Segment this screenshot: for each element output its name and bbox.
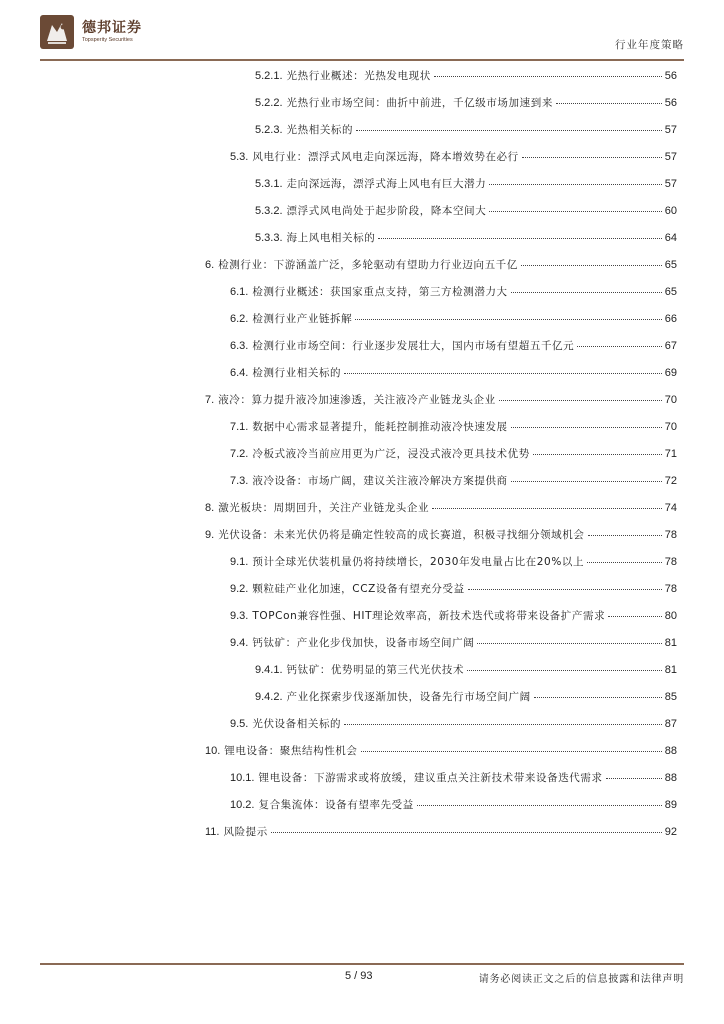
toc-entry-title: 光热行业概述：光热发电现状 — [286, 70, 431, 82]
toc-entry-page: 81 — [664, 664, 677, 676]
toc-entry-page: 88 — [664, 745, 677, 757]
toc-entry[interactable] — [230, 608, 677, 626]
toc-entry[interactable] — [230, 419, 677, 437]
logo-name-cn: 德邦证券 — [82, 20, 142, 36]
toc-dot-leader — [356, 130, 662, 131]
toc-entry-number: 9.4. — [230, 637, 249, 649]
toc-dot-leader — [521, 265, 662, 266]
toc-entry-number: 9.3. — [230, 610, 249, 622]
toc-entry-title: 光伏设备相关标的 — [252, 718, 342, 730]
toc-entry[interactable] — [255, 68, 677, 86]
toc-dot-leader — [499, 400, 662, 401]
toc-entry-page: 69 — [664, 367, 677, 379]
toc-dot-leader — [361, 751, 662, 752]
toc-entry-title: 钙钛矿：优势明显的第三代光伏技术 — [286, 664, 465, 676]
toc-entry[interactable] — [230, 635, 677, 653]
toc-entry-title: 光伏设备：未来光伏仍将是确定性较高的成长赛道，积极寻找细分领域机会 — [218, 529, 585, 541]
toc-entry[interactable] — [230, 149, 677, 167]
toc-dot-leader — [477, 643, 661, 644]
toc-dot-leader — [577, 346, 661, 347]
toc-entry-page: 56 — [664, 70, 677, 82]
logo-name-en: Topsperity Securities — [82, 37, 133, 43]
toc-dot-leader — [468, 589, 662, 590]
toc-entry[interactable] — [255, 689, 677, 707]
toc-dot-leader — [587, 562, 662, 563]
toc-entry[interactable] — [255, 95, 677, 113]
report-section-label: 行业年度策略 — [615, 39, 684, 51]
toc-entry-title: 检测行业产业链拆解 — [252, 313, 353, 325]
toc-entry[interactable] — [255, 122, 677, 140]
toc-entry-title: 光热相关标的 — [286, 124, 354, 136]
toc-entry-page: 78 — [664, 529, 677, 541]
toc-entry[interactable] — [230, 338, 677, 356]
toc-entry-number: 10.2. — [230, 799, 255, 811]
toc-entry-number: 5.2.1. — [255, 70, 283, 82]
toc-entry-title: 漂浮式风电尚处于起步阶段，降本空间大 — [286, 205, 487, 217]
toc-dot-leader — [511, 292, 662, 293]
toc-entry-title: TOPCon兼容性强、HIT理论效率高，新技术迭代或将带来设备扩产需求 — [252, 610, 606, 622]
toc-dot-leader — [355, 319, 661, 320]
toc-entry-number: 9. — [205, 529, 215, 541]
toc-entry-page: 87 — [664, 718, 677, 730]
toc-entry-number: 7.1. — [230, 421, 249, 433]
toc-entry-page: 65 — [664, 286, 677, 298]
toc-entry-title: 光热行业市场空间：曲折中前进，千亿级市场加速到来 — [286, 97, 553, 109]
toc-dot-leader — [556, 103, 662, 104]
toc-dot-leader — [434, 76, 662, 77]
toc-entry[interactable] — [230, 311, 677, 329]
toc-entry-page: 88 — [664, 772, 677, 784]
toc-entry-title: 锂电设备：下游需求或将放缓，建议重点关注新技术带来设备迭代需求 — [258, 772, 603, 784]
toc-entry-page: 67 — [664, 340, 677, 352]
toc-entry-page: 89 — [664, 799, 677, 811]
header-divider — [40, 59, 684, 61]
toc-entry-page: 71 — [664, 448, 677, 460]
toc-entry-title: 风险提示 — [223, 826, 268, 838]
toc-entry-title: 锂电设备：聚焦结构性机会 — [224, 745, 358, 757]
toc-entry-number: 8. — [205, 502, 215, 514]
toc-entry-number: 5.3.2. — [255, 205, 283, 217]
toc-entry-number: 6.2. — [230, 313, 249, 325]
toc-entry-number: 5.2.3. — [255, 124, 283, 136]
toc-entry-title: 预计全球光伏装机量仍将持续增长，2030年发电量占比在20%以上 — [252, 556, 585, 568]
toc-dot-leader — [432, 508, 662, 509]
toc-entry[interactable] — [230, 284, 677, 302]
toc-entry-title: 液冷设备：市场广阔，建议关注液冷解决方案提供商 — [252, 475, 508, 487]
toc-entry[interactable] — [255, 203, 677, 221]
toc-dot-leader — [533, 454, 662, 455]
toc-entry-title: 检测行业：下游涵盖广泛，多轮驱动有望助力行业迈向五千亿 — [218, 259, 518, 271]
toc-entry-number: 7.2. — [230, 448, 249, 460]
toc-entry-title: 产业化探索步伐逐渐加快，设备先行市场空间广阔 — [286, 691, 531, 703]
toc-entry-number: 9.1. — [230, 556, 249, 568]
toc-entry[interactable] — [230, 365, 677, 383]
toc-entry[interactable] — [205, 392, 677, 410]
toc-entry-page: 80 — [664, 610, 677, 622]
toc-entry-page: 60 — [664, 205, 677, 217]
toc-dot-leader — [606, 778, 662, 779]
toc-entry-page: 70 — [664, 394, 677, 406]
toc-entry-title: 海上风电相关标的 — [286, 232, 376, 244]
toc-entry-number: 5.2.2. — [255, 97, 283, 109]
toc-entry-page: 74 — [664, 502, 677, 514]
toc-entry-number: 6.4. — [230, 367, 249, 379]
toc-entry[interactable] — [230, 446, 677, 464]
toc-dot-leader — [344, 373, 662, 374]
toc-entry-title: 钙钛矿：产业化步伐加快，设备市场空间广阔 — [252, 637, 475, 649]
toc-entry-number: 9.2. — [230, 583, 249, 595]
toc-entry-number: 5.3.1. — [255, 178, 283, 190]
toc-entry-number: 5.3. — [230, 151, 249, 163]
toc-entry-page: 85 — [664, 691, 677, 703]
toc-entry[interactable] — [230, 473, 677, 491]
toc-dot-leader — [378, 238, 661, 239]
toc-entry-page: 57 — [664, 178, 677, 190]
toc-dot-leader — [271, 832, 662, 833]
toc-dot-leader — [489, 211, 661, 212]
toc-entry[interactable] — [255, 662, 677, 680]
toc-dot-leader — [511, 427, 662, 428]
logo-mark-icon — [40, 15, 74, 49]
toc-entry-title: 颗粒硅产业化加速，CCZ设备有望充分受益 — [252, 583, 465, 595]
toc-dot-leader — [588, 535, 662, 536]
toc-entry[interactable] — [230, 770, 677, 788]
page-number: 5 / 93 — [345, 970, 373, 982]
brand-logo — [40, 15, 180, 49]
toc-entry-number: 9.5. — [230, 718, 249, 730]
toc-entry-title: 液冷：算力提升液冷加速渗透，关注液冷产业链龙头企业 — [218, 394, 496, 406]
toc-entry-number: 7.3. — [230, 475, 249, 487]
footer-disclaimer: 请务必阅读正文之后的信息披露和法律声明 — [478, 974, 684, 985]
page-header — [0, 0, 724, 62]
toc-entry-number: 7. — [205, 394, 215, 406]
toc-entry-number: 9.4.2. — [255, 691, 283, 703]
toc-entry[interactable] — [255, 230, 677, 248]
toc-entry-number: 10.1. — [230, 772, 255, 784]
toc-entry-title: 数据中心需求显著提升，能耗控制推动液冷快速发展 — [252, 421, 508, 433]
toc-entry[interactable] — [205, 743, 677, 761]
toc-dot-leader — [467, 670, 662, 671]
toc-entry-page: 65 — [664, 259, 677, 271]
toc-entry-page: 72 — [664, 475, 677, 487]
toc-dot-leader — [511, 481, 662, 482]
toc-dot-leader — [417, 805, 662, 806]
toc-entry-title: 复合集流体：设备有望率先受益 — [258, 799, 414, 811]
toc-entry-page: 78 — [664, 583, 677, 595]
toc-entry[interactable] — [205, 500, 677, 518]
toc-dot-leader — [344, 724, 662, 725]
toc-entry[interactable] — [230, 797, 677, 815]
toc-entry-page: 57 — [664, 124, 677, 136]
toc-entry-page: 78 — [664, 556, 677, 568]
toc-entry-number: 11. — [205, 826, 220, 838]
toc-entry[interactable] — [205, 257, 677, 275]
toc-entry[interactable] — [230, 716, 677, 734]
toc-entry-title: 冷板式液冷当前应用更为广泛，浸没式液冷更具技术优势 — [252, 448, 530, 460]
toc-entry-page: 56 — [664, 97, 677, 109]
toc-entry-number: 6.1. — [230, 286, 249, 298]
toc-entry-number: 6.3. — [230, 340, 249, 352]
toc-entry[interactable] — [255, 176, 677, 194]
toc-entry-page: 70 — [664, 421, 677, 433]
toc-entry-number: 9.4.1. — [255, 664, 283, 676]
toc-dot-leader — [522, 157, 662, 158]
toc-entry-title: 激光板块：周期回升，关注产业链龙头企业 — [218, 502, 430, 514]
toc-entry-number: 5.3.3. — [255, 232, 283, 244]
toc-entry[interactable] — [205, 527, 677, 545]
toc-entry-page: 81 — [664, 637, 677, 649]
toc-entry-title: 走向深远海，漂浮式海上风电有巨大潜力 — [286, 178, 487, 190]
toc-entry-title: 检测行业概述：获国家重点支持，第三方检测潜力大 — [252, 286, 508, 298]
toc-entry-title: 检测行业相关标的 — [252, 367, 342, 379]
toc-entry-page: 92 — [664, 826, 677, 838]
toc-entry-page: 66 — [664, 313, 677, 325]
toc-dot-leader — [489, 184, 661, 185]
toc-entry-number: 6. — [205, 259, 215, 271]
toc-entry-number: 10. — [205, 745, 221, 757]
toc-entry[interactable] — [230, 554, 677, 572]
footer-divider — [40, 963, 684, 965]
toc-dot-leader — [534, 697, 662, 698]
toc-entry[interactable] — [230, 581, 677, 599]
toc-dot-leader — [608, 616, 662, 617]
toc-entry-title: 检测行业市场空间：行业逐步发展壮大，国内市场有望超五千亿元 — [252, 340, 575, 352]
toc-entry-page: 64 — [664, 232, 677, 244]
toc-entry[interactable] — [205, 824, 677, 842]
toc-entry-page: 57 — [664, 151, 677, 163]
toc-entry-title: 风电行业：漂浮式风电走向深远海，降本增效势在必行 — [252, 151, 519, 163]
